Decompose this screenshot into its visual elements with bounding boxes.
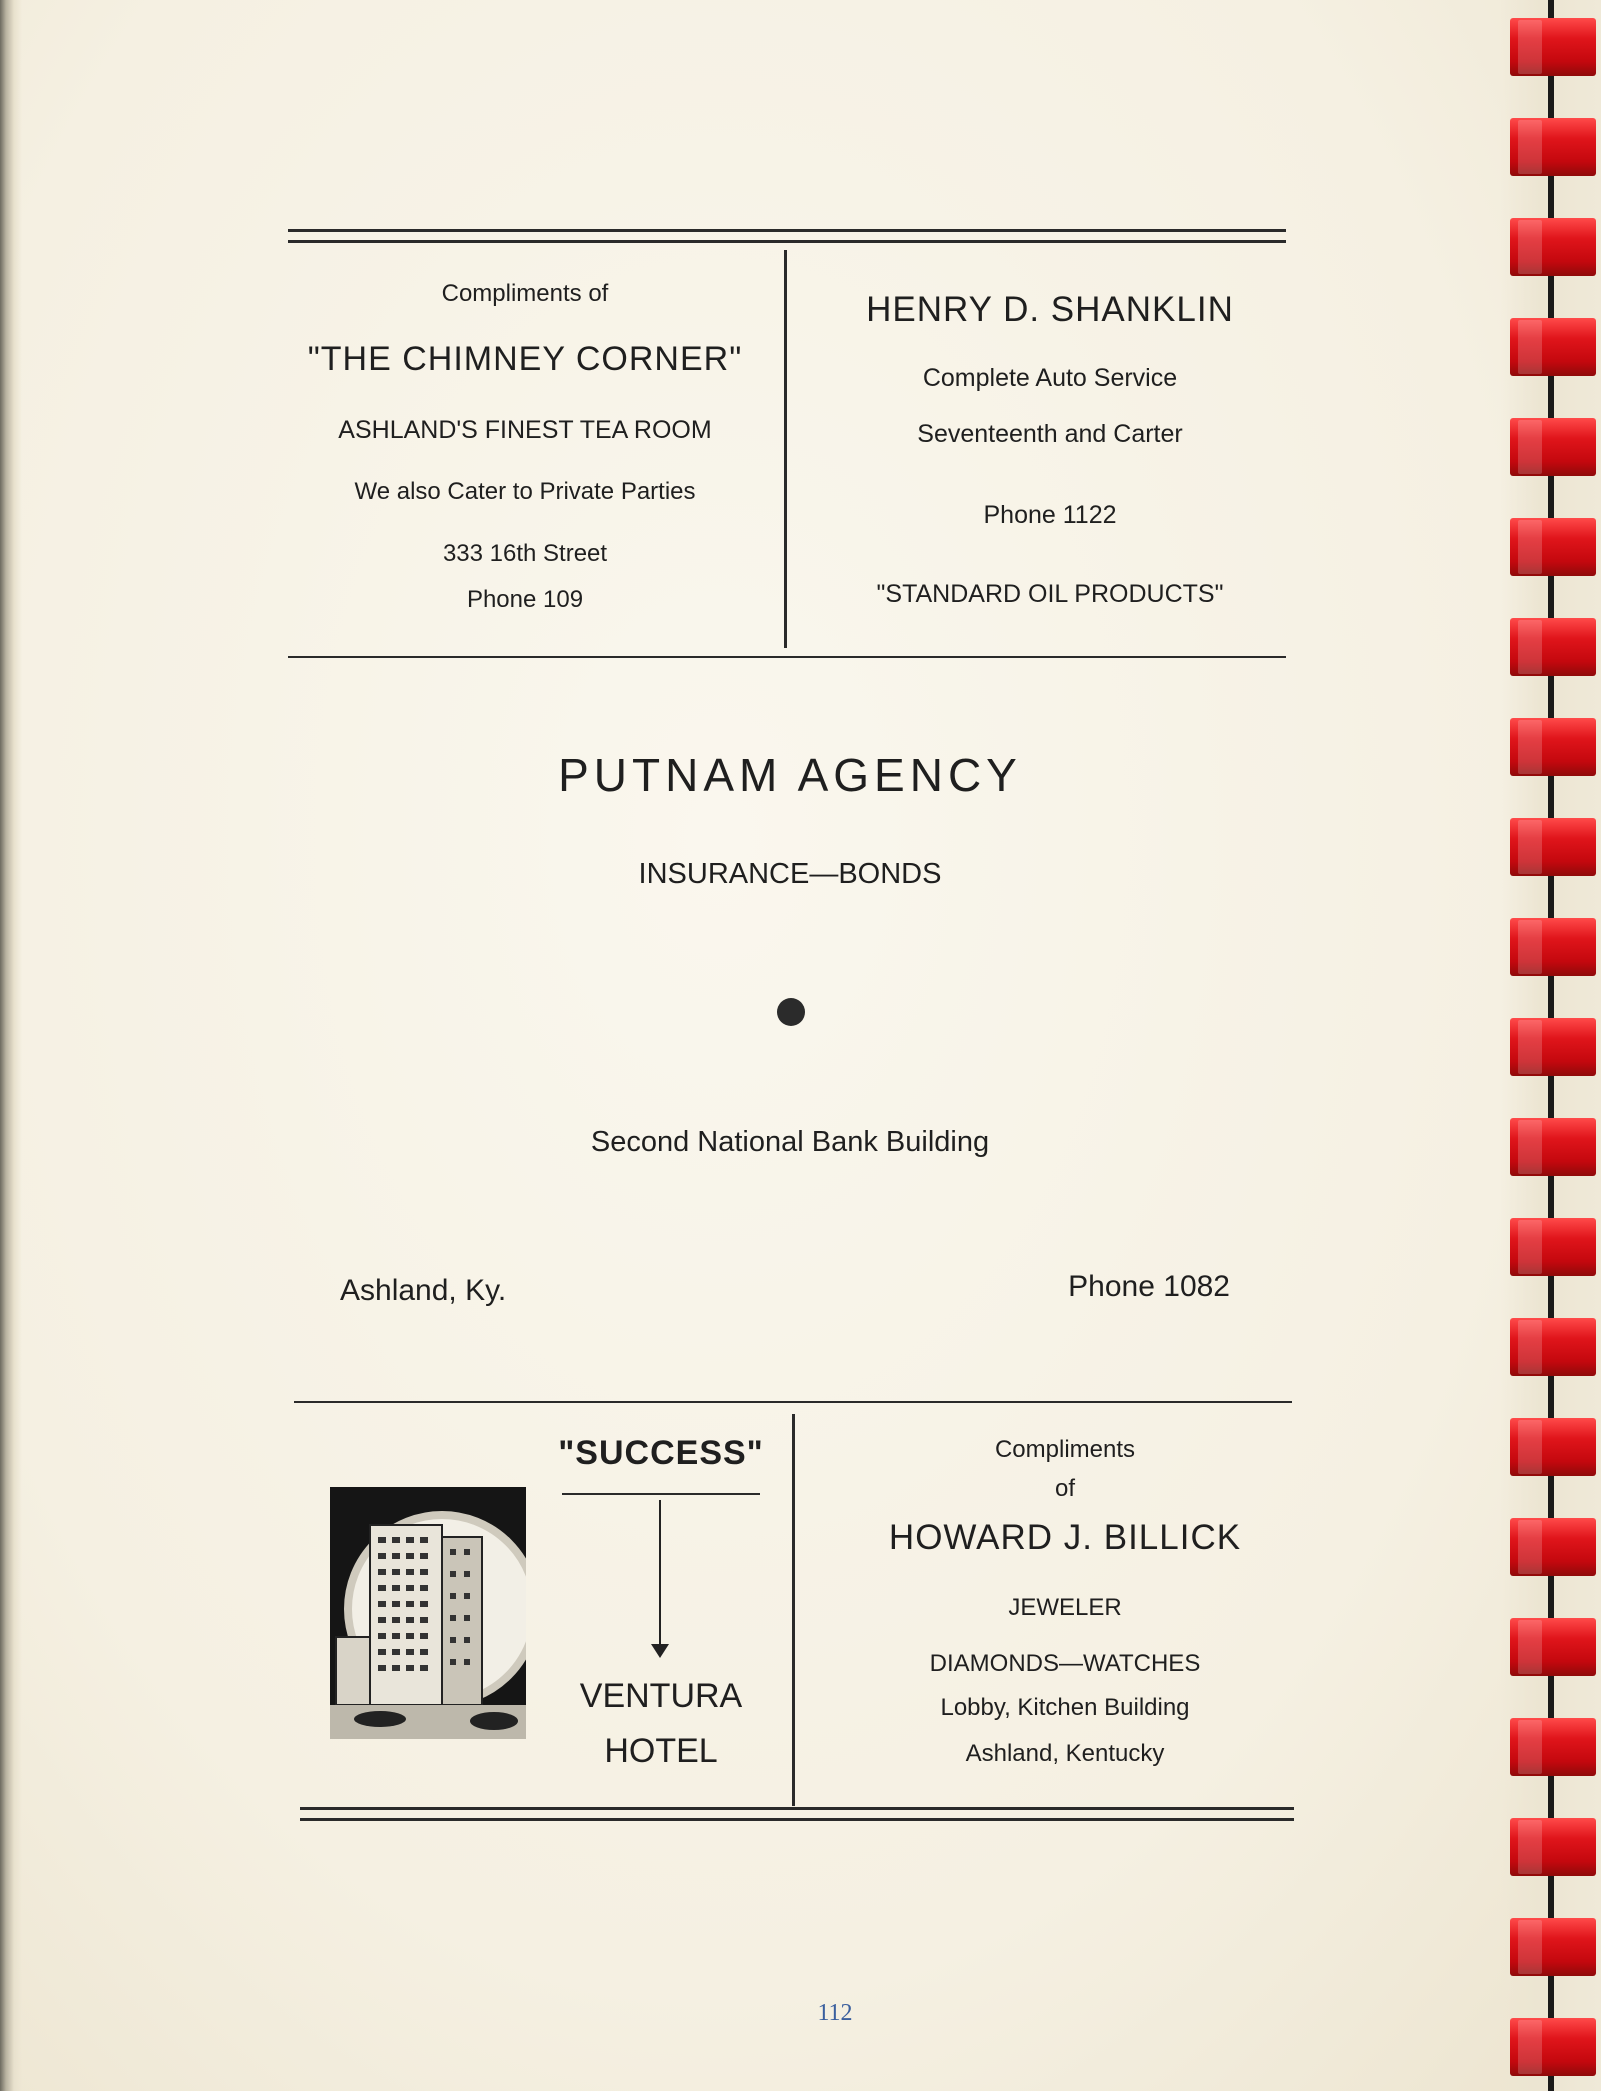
ventura-slogan: "SUCCESS" (558, 1434, 764, 1472)
bottom-double-rule (300, 1807, 1294, 1821)
ventura-name-line1: VENTURA (579, 1677, 743, 1715)
binding-ring-highlight (1518, 220, 1542, 274)
binding-ring-highlight (1518, 1420, 1542, 1474)
shanklin-location: Seventeenth and Carter (917, 420, 1183, 448)
billick-name: HOWARD J. BILLICK (888, 1518, 1242, 1557)
binding-ring-highlight (1518, 120, 1542, 174)
putnam-name: PUTNAM AGENCY (558, 749, 1022, 801)
chimney-name: "THE CHIMNEY CORNER" (307, 340, 743, 378)
binding-ring-highlight (1518, 1920, 1542, 1974)
chimney-phone: Phone 109 (466, 586, 584, 613)
ventura-name-line2: HOTEL (604, 1732, 718, 1770)
binding-ring-highlight (1518, 620, 1542, 674)
putnam-building: Second National Bank Building (590, 1126, 990, 1158)
binding-ring-highlight (1518, 420, 1542, 474)
top-double-rule (288, 229, 1286, 243)
binding-ring-highlight (1518, 1520, 1542, 1574)
bullet-dot (777, 998, 805, 1026)
binding-ring-highlight (1518, 920, 1542, 974)
shanklin-phone: Phone 1122 (983, 501, 1117, 529)
binding-ring-highlight (1518, 320, 1542, 374)
binding-ring-highlight (1518, 820, 1542, 874)
page-number: 112 (817, 2000, 853, 2026)
top-block-bottom-rule (288, 656, 1286, 658)
binding-ring-highlight (1518, 20, 1542, 74)
ventura-slogan-rule (562, 1493, 760, 1495)
shanklin-name: HENRY D. SHANKLIN (866, 290, 1234, 329)
billick-compliments: Compliments (994, 1436, 1136, 1463)
chimney-address: 333 16th Street (442, 540, 608, 567)
binding-ring-highlight (1518, 1820, 1542, 1874)
bottom-block-top-rule (294, 1401, 1292, 1403)
billick-of: of (1054, 1475, 1075, 1502)
putnam-services: INSURANCE—BONDS (638, 858, 942, 890)
shanklin-service: Complete Auto Service (922, 364, 1178, 392)
billick-city: Ashland, Kentucky (965, 1740, 1165, 1767)
binding-ring-highlight (1518, 720, 1542, 774)
billick-goods: DIAMONDS—WATCHES (929, 1650, 1201, 1677)
top-divider (784, 250, 787, 648)
binding-ring-highlight (1518, 1720, 1542, 1774)
chimney-compliments: Compliments of (441, 280, 609, 307)
chimney-cater: We also Cater to Private Parties (354, 478, 696, 505)
page-edge (0, 0, 22, 2091)
arrow-down-icon (651, 1644, 669, 1658)
binding-ring-highlight (1518, 1220, 1542, 1274)
putnam-phone: Phone 1082 (1068, 1270, 1230, 1303)
binding-ring-highlight (1518, 520, 1542, 574)
binding-ring-highlight (1518, 1620, 1542, 1674)
bottom-divider (792, 1414, 795, 1806)
binding-ring-highlight (1518, 1020, 1542, 1074)
chimney-tagline: ASHLAND'S FINEST TEA ROOM (338, 416, 712, 444)
ventura-arrow-line (659, 1500, 661, 1650)
binding-ring-highlight (1518, 1320, 1542, 1374)
hotel-illustration (330, 1487, 526, 1739)
binding-ring-highlight (1518, 2020, 1542, 2074)
binding-ring-highlight (1518, 1120, 1542, 1174)
putnam-city: Ashland, Ky. (340, 1274, 507, 1307)
billick-trade: JEWELER (1008, 1594, 1122, 1621)
shanklin-products: "STANDARD OIL PRODUCTS" (876, 580, 1224, 608)
billick-location: Lobby, Kitchen Building (940, 1694, 1190, 1721)
